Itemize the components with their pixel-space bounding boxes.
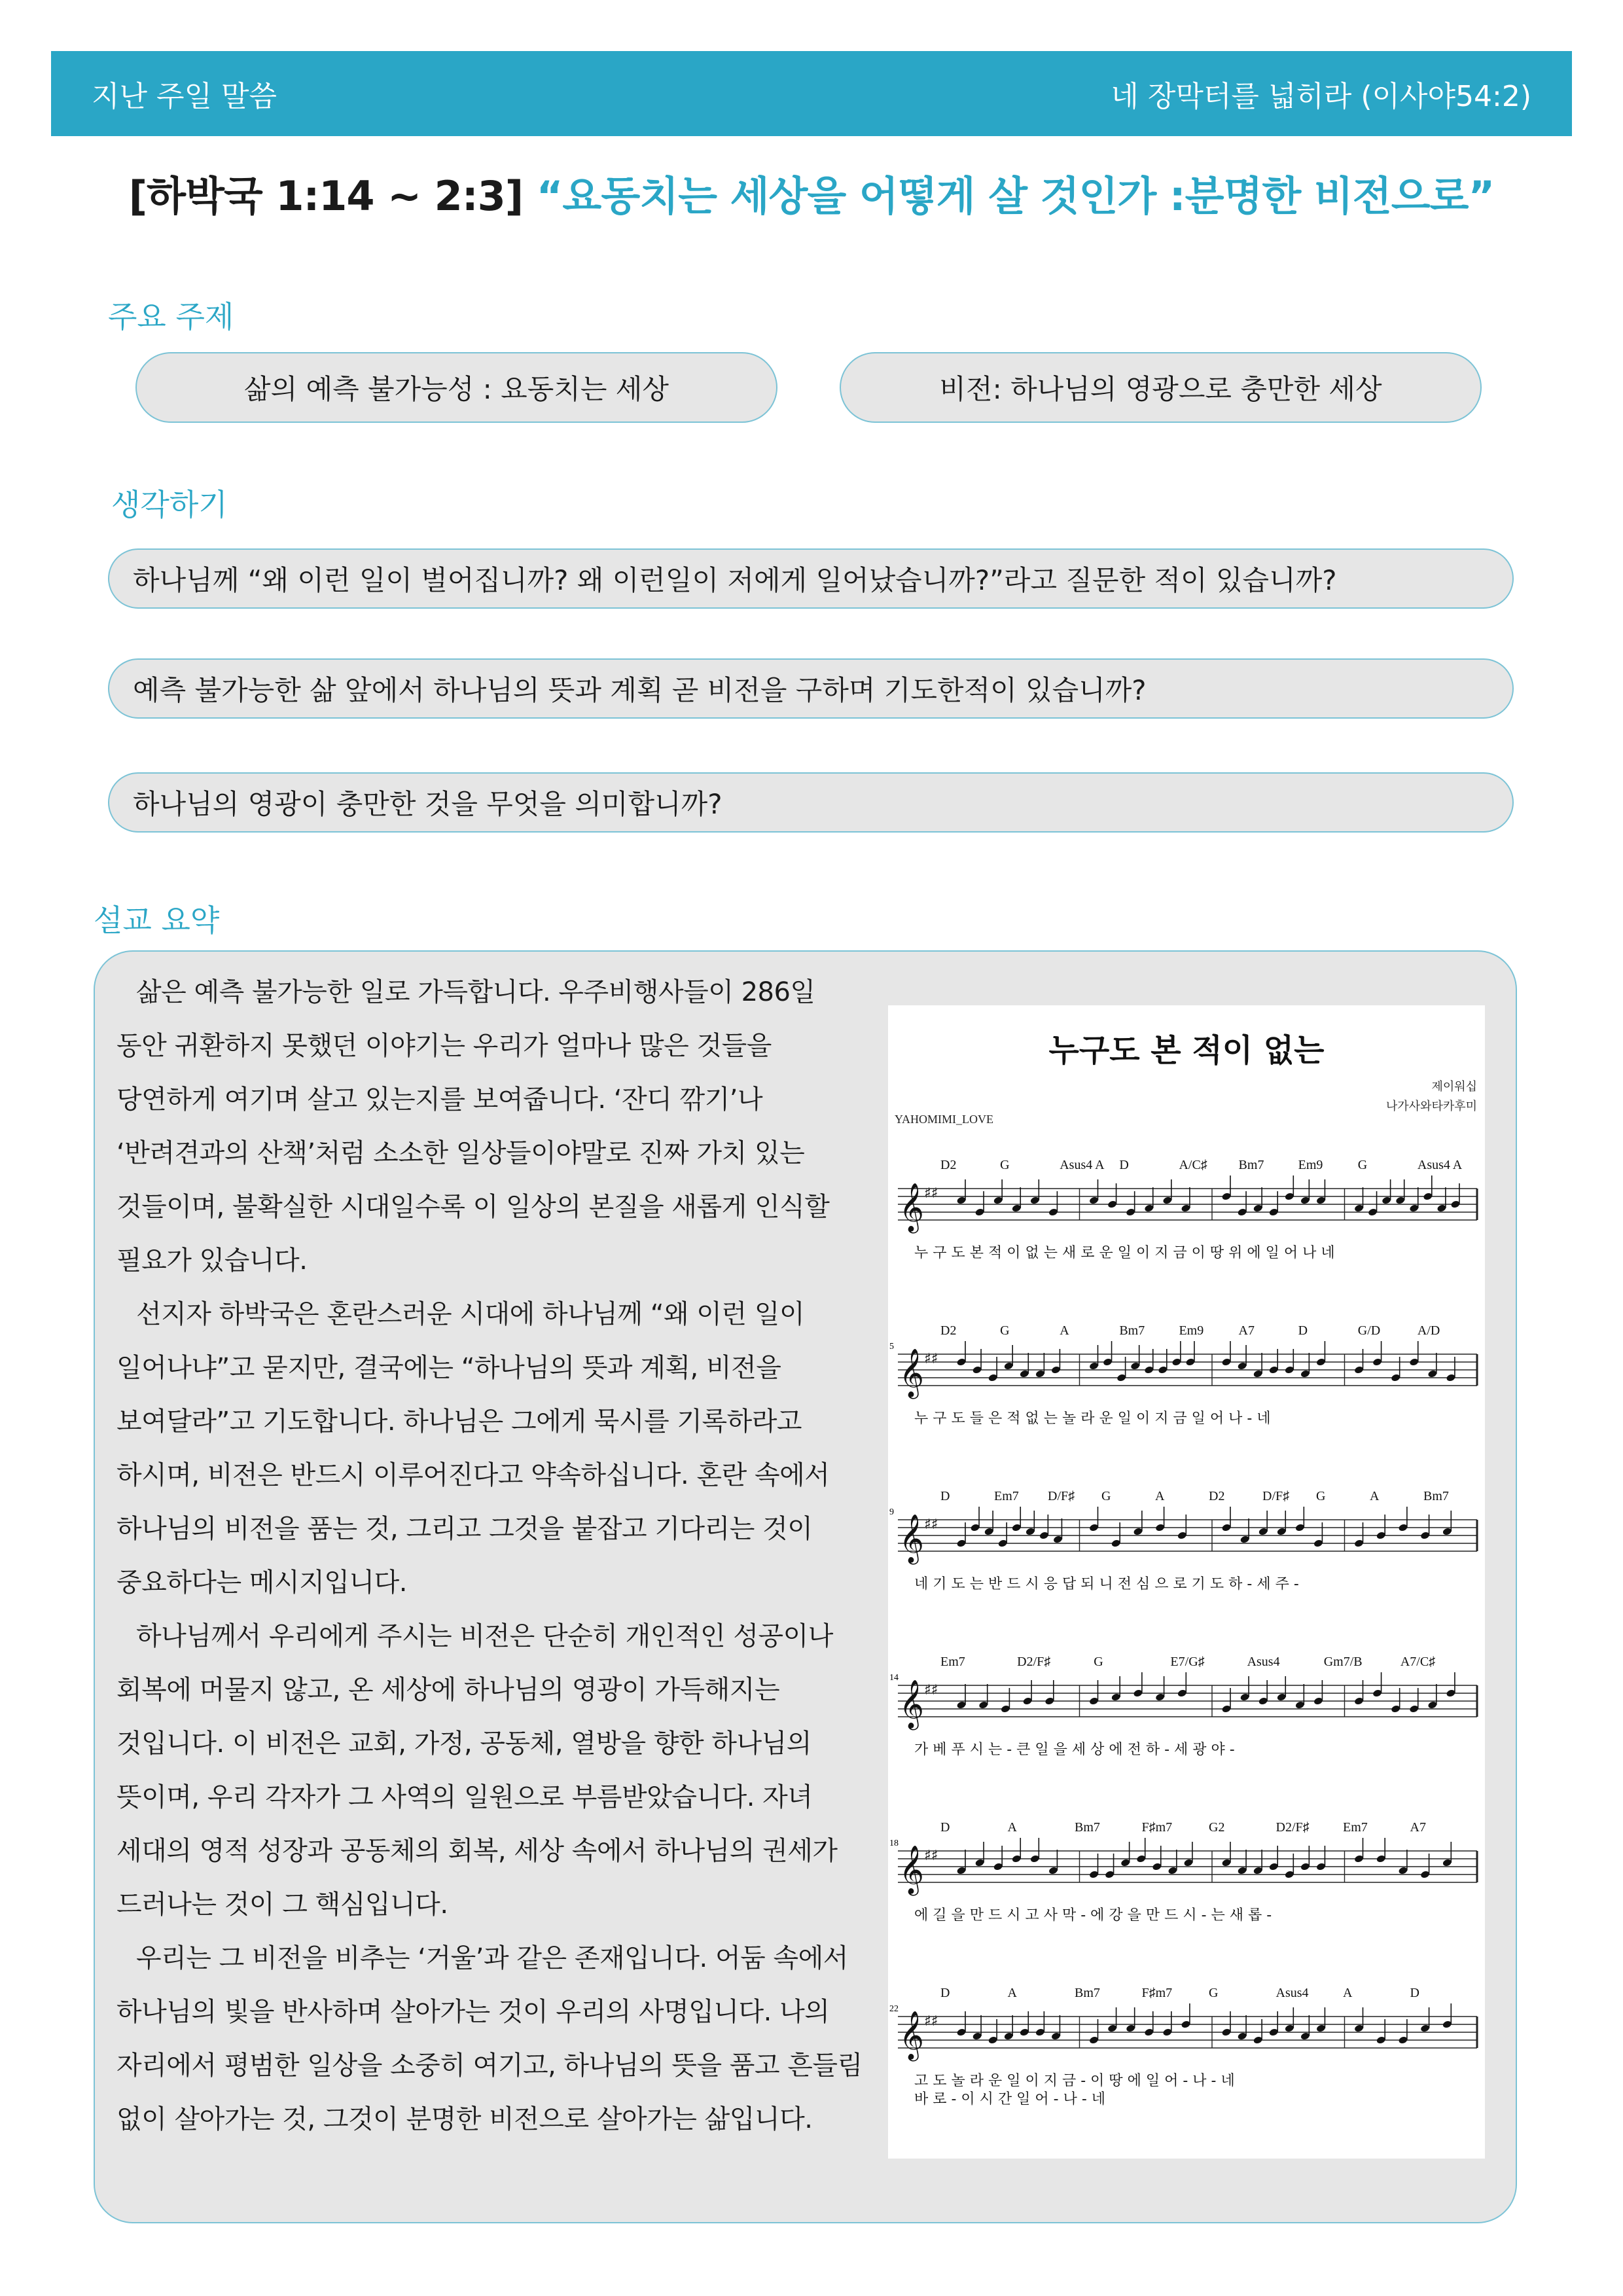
- treble-clef-icon: 𝄞: [899, 2011, 924, 2060]
- measure-number: 9: [889, 1507, 894, 1517]
- chord-symbol: Bm7: [1238, 1158, 1264, 1172]
- key-signature-icon: ♯♯: [924, 1185, 938, 1202]
- themes-label: 주요 주제: [108, 299, 234, 334]
- treble-clef-icon: 𝄞: [899, 1846, 924, 1894]
- sheet-credit-2: 나가사와타카후미: [1385, 1100, 1477, 1113]
- theme-pill-2: [840, 352, 1482, 423]
- chord-symbol: G2: [1209, 1820, 1225, 1835]
- chord-symbol: A: [1370, 1489, 1380, 1503]
- chord-symbol: G: [1000, 1323, 1010, 1338]
- question-text-3: 하나님의 영광이 충만한 것을 무엇을 의미합니까?: [133, 788, 722, 820]
- chord-symbol: G: [1000, 1158, 1010, 1172]
- staff-system: [898, 1158, 1477, 1261]
- header-banner: [51, 51, 1572, 136]
- chord-symbol: Bm7: [1423, 1489, 1449, 1503]
- sermon-title: [0, 164, 1623, 222]
- chord-symbol: G: [1209, 1986, 1219, 2000]
- chord-symbol: A7: [1410, 1820, 1426, 1835]
- lyric-line: 가 베 푸 시 는 - 큰 일 을 세 상 에 전 하 - 세 광 야 -: [914, 1742, 1235, 1758]
- chord-symbol: A: [1060, 1323, 1069, 1338]
- chord-symbol: D2: [1209, 1489, 1225, 1503]
- staff-system: [889, 1820, 1477, 1924]
- chord-symbol: Bm7: [1075, 1986, 1100, 2000]
- chord-symbol: Asus4: [1247, 1655, 1280, 1669]
- key-signature-icon: ♯♯: [924, 1682, 938, 1698]
- sheet-systems: [889, 1158, 1477, 2108]
- key-signature-icon: ♯♯: [924, 1351, 938, 1367]
- staff-system: [889, 1655, 1477, 1758]
- chord-symbol: D2: [940, 1158, 957, 1172]
- key-signature-icon: ♯♯: [924, 1516, 938, 1533]
- lyric-line: 고 도 놀 라 운 일 이 지 금 - 이 땅 에 일 어 - 나 - 네: [914, 2073, 1235, 2089]
- chord-symbol: Em7: [994, 1489, 1019, 1503]
- chord-symbol: A7/C♯: [1400, 1655, 1436, 1669]
- staff-system: [889, 1323, 1477, 1427]
- chord-symbol: D2/F♯: [1275, 1820, 1310, 1835]
- treble-clef-icon: 𝄞: [899, 1183, 924, 1232]
- sheet-arranger: YAHOMIMI_LOVE: [895, 1113, 993, 1126]
- question-pill-2: [108, 658, 1514, 719]
- summary-label: 설교 요약: [94, 903, 220, 938]
- chord-symbol: F♯m7: [1141, 1986, 1173, 2000]
- summary-paragraph-4: 우리는 그 비전을 비추는 ‘거울’과 같은 존재입니다. 어둠 속에서 하나님의 빛을 반사하며 살아가는 것이 우리의 사명입니다. 나의 자리에서 평범한 일상을 소중히 여기고, 하나님의 뜻을 품고 흔들림 없이 살아가는 것, 그것이 분명한 비전으로 살아가는 삶입니다.: [116, 1943, 863, 2134]
- chord-symbol: F♯m7: [1141, 1820, 1173, 1835]
- chord-symbol: D/F♯: [1262, 1489, 1290, 1503]
- theme-text-1: 삶의 예측 불가능성 : 요동치는 세상: [244, 373, 669, 405]
- sheet-credit-1: 제이워십: [1431, 1080, 1477, 1094]
- header-right-label: 네 장막터를 넓히라 (이사야54:2): [1111, 80, 1531, 113]
- chord-symbol: D: [940, 1489, 950, 1503]
- summary-text: [116, 965, 870, 2146]
- lyric-line: 누 구 도 본 적 이 없 는 새 로 운 일 이 지 금 이 땅 위 에 일 어 나 네: [914, 1245, 1335, 1261]
- sheet-title: 누구도 본 적이 없는: [1048, 1032, 1325, 1069]
- chord-symbol: Asus4: [1275, 1986, 1309, 2000]
- chord-symbol: A/C♯: [1179, 1158, 1207, 1172]
- summary-paragraph-1: 삶은 예측 불가능한 일로 가득합니다. 우주비행사들이 286일 동안 귀환하지 못했던 이야기는 우리가 얼마나 많은 것들을 당연하게 여기며 살고 있는지를 보여줍니다. ‘잔디 깎기’나 ‘반려견과의 산책’처럼 소소한 일상들이야말로 진짜 가치 있는 것들이며, 불확실한 시대일수록 이 일상의 본질을 새롭게 인식할 필요가 있습니다.: [116, 977, 830, 1276]
- treble-clef-icon: 𝄞: [899, 1349, 924, 1397]
- chord-symbol: G: [1357, 1158, 1368, 1172]
- sermon-quote: “요동치는 세상을 어떻게 살 것인가 :분명한 비전으로”: [536, 172, 1495, 220]
- chord-symbol: G/D: [1357, 1323, 1381, 1338]
- chord-symbol: D: [940, 1820, 950, 1835]
- chord-symbol: A/D: [1417, 1323, 1440, 1338]
- key-signature-icon: ♯♯: [924, 1848, 938, 1864]
- chord-symbol: Em9: [1298, 1158, 1323, 1172]
- measure-number: 18: [889, 1839, 899, 1848]
- chord-symbol: Em9: [1179, 1323, 1204, 1338]
- chord-symbol: G: [1316, 1489, 1326, 1503]
- staff-system: [889, 1489, 1477, 1592]
- chord-symbol: G: [1101, 1489, 1111, 1503]
- summary-paragraph-3: 하나님께서 우리에게 주시는 비전은 단순히 개인적인 성공이나 회복에 머물지 않고, 온 세상에 하나님의 영광이 가득해지는 것입니다. 이 비전은 교회, 가정, 공동체, 열방을 향한 하나님의 뜻이며, 우리 각자가 그 사역의 일원으로 부름받았습니다. 자녀 세대의 영적 성장과 공동체의 회복, 세상 속에서 하나님의 권세가 드러나는 것이 그 핵심입니다.: [116, 1621, 838, 1920]
- sheet-music-svg: [888, 1005, 1485, 2159]
- chord-symbol: A: [1343, 1986, 1353, 2000]
- question-pill-1: [108, 548, 1514, 609]
- lyric-line: 바 로 - 이 시 간 일 어 - 나 - 네: [914, 2091, 1106, 2108]
- chord-symbol: E7/G♯: [1170, 1655, 1205, 1669]
- treble-clef-icon: 𝄞: [899, 1680, 924, 1729]
- question-text-1: 하나님께 “왜 이런 일이 벌어집니까? 왜 이런일이 저에게 일어났습니까?”라고 질문한 적이 있습니까?: [133, 564, 1337, 596]
- chord-symbol: D: [1410, 1986, 1419, 2000]
- chord-symbol: A: [1155, 1489, 1165, 1503]
- chord-symbol: D: [1119, 1158, 1129, 1172]
- question-pill-3: [108, 772, 1514, 833]
- measure-number: 5: [889, 1342, 894, 1352]
- sheet-music: [888, 1005, 1485, 2159]
- chord-symbol: A7: [1238, 1323, 1255, 1338]
- measure-number: 14: [889, 1673, 899, 1683]
- lyric-line: 에 길 을 만 드 시 고 사 막 - 에 강 을 만 드 시 - 는 새 롭 -: [914, 1907, 1272, 1924]
- chord-symbol: Em7: [940, 1655, 965, 1669]
- chord-symbol: A: [1007, 1820, 1017, 1835]
- theme-text-2: 비전: 하나님의 영광으로 충만한 세상: [939, 373, 1382, 405]
- chord-symbol: D: [1298, 1323, 1308, 1338]
- header-left-label: 지난 주일 말씀: [92, 80, 277, 113]
- sermon-reference: [하박국 1:14 ~ 2:3]: [128, 172, 524, 220]
- chord-symbol: A: [1007, 1986, 1017, 2000]
- chord-symbol: Em7: [1343, 1820, 1368, 1835]
- lyric-line: 네 기 도 는 반 드 시 응 답 되 니 전 심 으 로 기 도 하 - 세 주 -: [914, 1576, 1299, 1592]
- staff-system: [889, 1986, 1477, 2108]
- chord-symbol: G: [1094, 1655, 1103, 1669]
- treble-clef-icon: 𝄞: [899, 1515, 924, 1563]
- chord-symbol: Asus4 A: [1417, 1158, 1463, 1172]
- chord-symbol: Gm7/B: [1323, 1655, 1363, 1669]
- chord-symbol: D: [940, 1986, 950, 2000]
- lyric-line: 누 구 도 들 은 적 없 는 놀 라 운 일 이 지 금 일 어 나 - 네: [914, 1410, 1271, 1427]
- chord-symbol: Bm7: [1075, 1820, 1100, 1835]
- chord-symbol: Bm7: [1119, 1323, 1145, 1338]
- reflection-label: 생각하기: [111, 487, 228, 522]
- key-signature-icon: ♯♯: [924, 2013, 938, 2030]
- summary-paragraph-2: 선지자 하박국은 혼란스러운 시대에 하나님께 “왜 이런 일이 일어나냐”고 묻지만, 결국에는 “하나님의 뜻과 계획, 비전을 보여달라”고 기도합니다. 하나님은 그에게 묵시를 기록하라고 하시며, 비전은 반드시 이루어진다고 약속하십니다. 혼란 속에서 하나님의 비전을 품는 것, 그리고 그것을 붙잡고 기다리는 것이 중요하다는 메시지입니다.: [116, 1299, 830, 1598]
- question-text-2: 예측 불가능한 삶 앞에서 하나님의 뜻과 계획 곧 비전을 구하며 기도한적이 있습니까?: [133, 674, 1147, 706]
- chord-symbol: D2: [940, 1323, 957, 1338]
- theme-pill-1: [135, 352, 777, 423]
- chord-symbol: D/F♯: [1048, 1489, 1075, 1503]
- chord-symbol: Asus4 A: [1060, 1158, 1105, 1172]
- measure-number: 22: [889, 2004, 899, 2014]
- chord-symbol: D2/F♯: [1017, 1655, 1051, 1669]
